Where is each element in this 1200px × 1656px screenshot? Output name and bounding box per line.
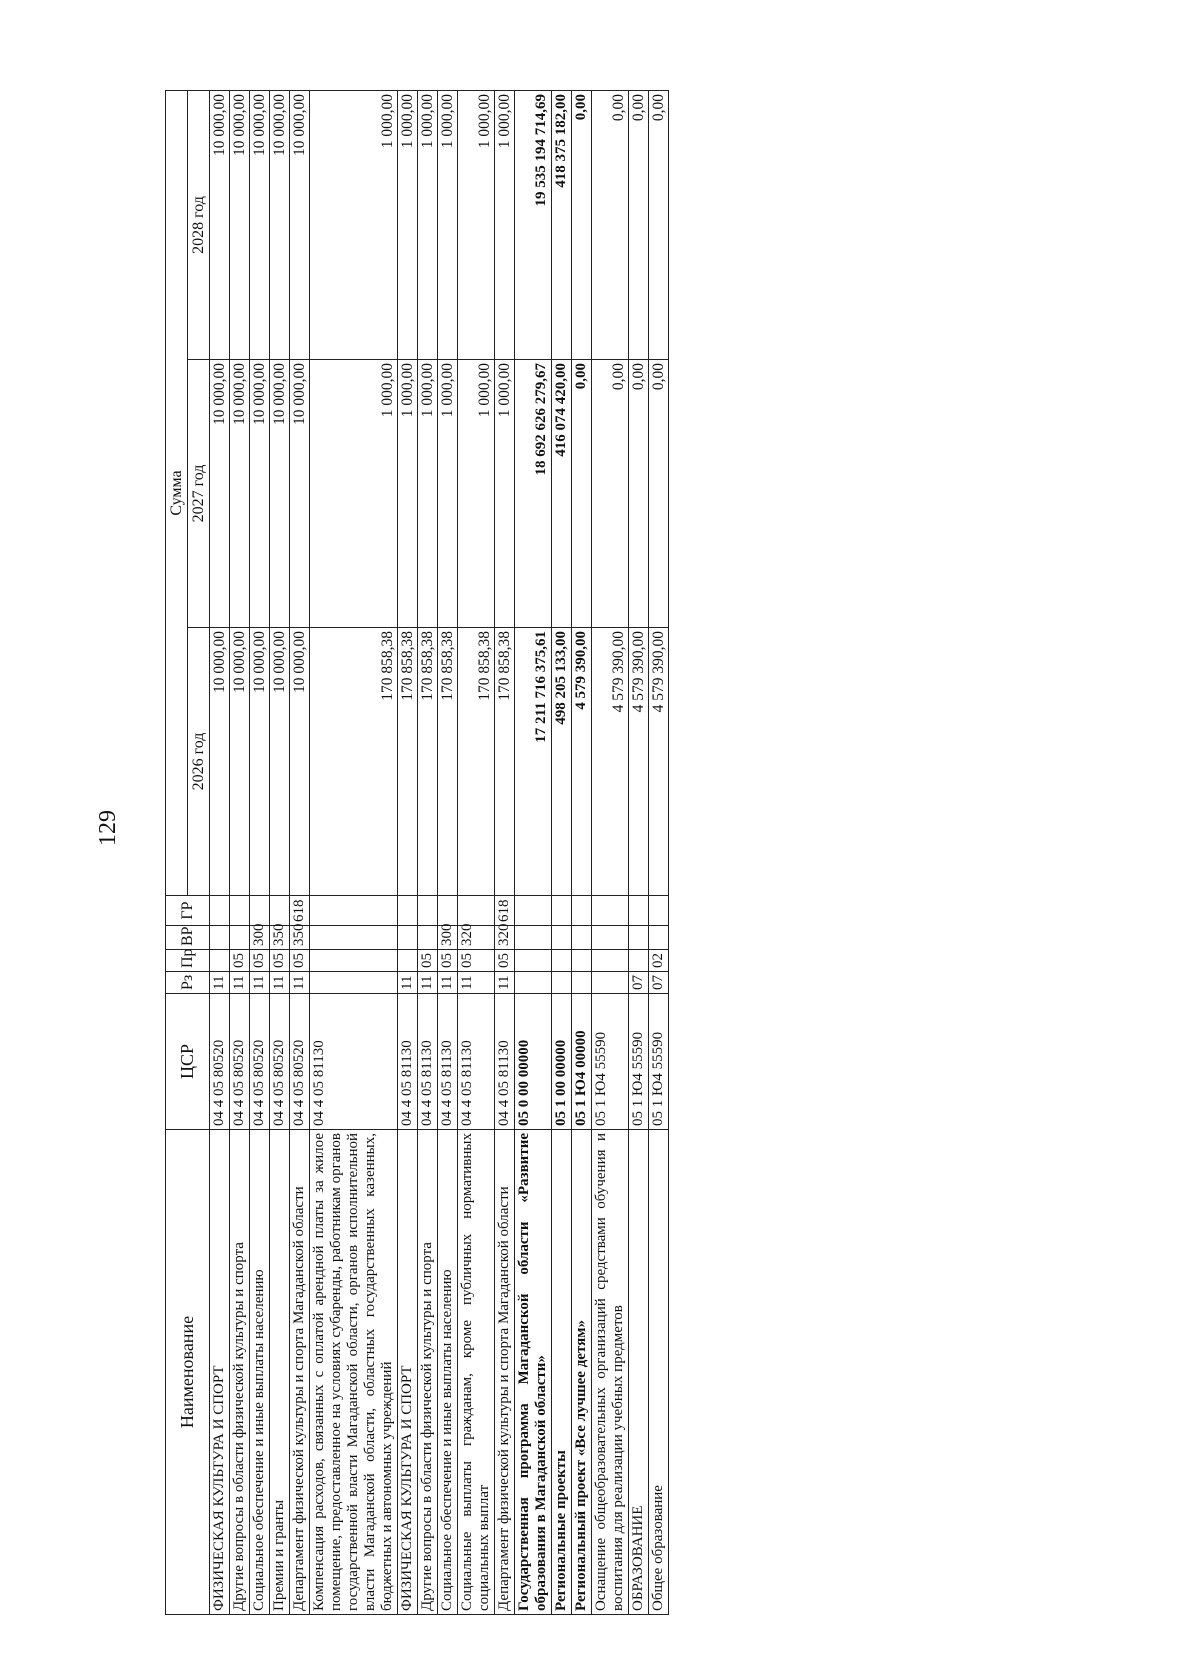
- row-vr: [629, 926, 649, 950]
- row-rz: 07: [629, 972, 649, 994]
- row-gr: [552, 896, 572, 926]
- row-sum-2028: 1 000,00: [495, 91, 515, 360]
- row-vr: 350: [270, 926, 290, 950]
- table-row: [649, 91, 669, 1615]
- row-vr: 300: [250, 926, 270, 950]
- row-rz: 11: [270, 972, 290, 994]
- row-rz: 11: [458, 972, 495, 994]
- row-csr: 05 1 Ю4 55590: [592, 994, 629, 1130]
- row-sum-2027: 1 000,00: [438, 360, 458, 628]
- table-row: [629, 91, 649, 1615]
- table-row: [270, 91, 290, 1615]
- row-sum-2026: 170 858,38: [495, 628, 515, 896]
- row-sum-2028: 10 000,00: [250, 91, 270, 360]
- row-vr: 320: [495, 926, 515, 950]
- row-vr: [552, 926, 572, 950]
- row-sum-2028: 19 535 194 714,69: [515, 91, 552, 360]
- row-csr: 04 4 05 81130: [418, 994, 438, 1130]
- row-csr: 05 1 Ю4 55590: [629, 994, 649, 1130]
- row-vr: [592, 926, 629, 950]
- row-vr: 350: [290, 926, 310, 950]
- row-sum-2026: 170 858,38: [398, 628, 418, 896]
- row-sum-2028: 1 000,00: [438, 91, 458, 360]
- row-csr: 04 4 05 81130: [458, 994, 495, 1130]
- table-row: [250, 91, 270, 1615]
- row-name: Другие вопросы в области физической культуры и спорта: [230, 1130, 250, 1615]
- row-sum-2027: 0,00: [592, 360, 629, 628]
- row-gr: [270, 896, 290, 926]
- row-sum-2026: 170 858,38: [458, 628, 495, 896]
- row-name: ФИЗИЧЕСКАЯ КУЛЬТУРА И СПОРТ: [398, 1130, 418, 1615]
- row-pr: [552, 950, 572, 972]
- row-rz: 11: [495, 972, 515, 994]
- table-row: [398, 91, 418, 1615]
- table-row: [210, 91, 230, 1615]
- row-sum-2027: 416 074 420,00: [552, 360, 572, 628]
- row-name: Департамент физической культуры и спорта Магаданской области: [495, 1130, 515, 1615]
- header-vr: ВР: [166, 926, 210, 950]
- row-pr: 02: [649, 950, 669, 972]
- row-pr: [572, 950, 592, 972]
- row-sum-2026: 10 000,00: [210, 628, 230, 896]
- row-sum-2027: 1 000,00: [458, 360, 495, 628]
- row-name: Общее образование: [649, 1130, 669, 1615]
- row-name: Социальные выплаты гражданам, кроме публичных нормативных социальных выплат: [458, 1130, 495, 1615]
- row-sum-2028: 0,00: [629, 91, 649, 360]
- row-pr: 05: [418, 950, 438, 972]
- row-sum-2027: 10 000,00: [210, 360, 230, 628]
- row-gr: [310, 896, 398, 926]
- row-gr: 618: [290, 896, 310, 926]
- table-row: [592, 91, 629, 1615]
- budget-table: [165, 90, 669, 1615]
- row-gr: [572, 896, 592, 926]
- row-csr: 04 4 05 81130: [398, 994, 418, 1130]
- row-gr: [210, 896, 230, 926]
- row-gr: [438, 896, 458, 926]
- row-rz: [310, 972, 398, 994]
- row-name: Социальное обеспечение и иные выплаты населению: [250, 1130, 270, 1615]
- row-pr: [629, 950, 649, 972]
- row-sum-2028: 10 000,00: [290, 91, 310, 360]
- row-pr: 05: [438, 950, 458, 972]
- row-name: Департамент физической культуры и спорта Магаданской области: [290, 1130, 310, 1615]
- row-pr: 05: [458, 950, 495, 972]
- header-rz: Рз: [166, 972, 210, 994]
- row-rz: 07: [649, 972, 669, 994]
- row-sum-2028: 10 000,00: [270, 91, 290, 360]
- row-sum-2027: 10 000,00: [290, 360, 310, 628]
- header-year-2027: 2027 год: [188, 360, 210, 628]
- row-sum-2027: 1 000,00: [418, 360, 438, 628]
- row-sum-2026: 4 579 390,00: [629, 628, 649, 896]
- row-sum-2027: 10 000,00: [230, 360, 250, 628]
- row-csr: 04 4 05 81130: [438, 994, 458, 1130]
- header-row: [166, 91, 188, 1615]
- row-vr: 320: [458, 926, 495, 950]
- row-gr: [418, 896, 438, 926]
- header-year-2028: 2028 год: [188, 91, 210, 360]
- row-rz: [592, 972, 629, 994]
- row-pr: 05: [290, 950, 310, 972]
- row-name: Социальное обеспечение и иные выплаты населению: [438, 1130, 458, 1615]
- row-sum-2026: 10 000,00: [230, 628, 250, 896]
- row-csr: 04 4 05 80520: [210, 994, 230, 1130]
- row-name: Государственная программа Магаданской области «Развитие образования в Магаданской области»: [515, 1130, 552, 1615]
- row-vr: [418, 926, 438, 950]
- table-row: [458, 91, 495, 1615]
- row-sum-2026: 10 000,00: [290, 628, 310, 896]
- row-pr: 05: [230, 950, 250, 972]
- header-pr: Пр: [166, 950, 210, 972]
- row-gr: [592, 896, 629, 926]
- header-year-2026: 2026 год: [188, 628, 210, 896]
- table-row: [438, 91, 458, 1615]
- table-row: [495, 91, 515, 1615]
- row-pr: [515, 950, 552, 972]
- row-vr: [398, 926, 418, 950]
- row-csr: 04 4 05 81130: [310, 994, 398, 1130]
- row-pr: [310, 950, 398, 972]
- row-name: ФИЗИЧЕСКАЯ КУЛЬТУРА И СПОРТ: [210, 1130, 230, 1615]
- row-gr: [458, 896, 495, 926]
- row-csr: 04 4 05 81130: [495, 994, 515, 1130]
- table-row: [310, 91, 398, 1615]
- row-gr: [515, 896, 552, 926]
- rotated-table-container: [165, 91, 879, 1615]
- row-sum-2028: 10 000,00: [210, 91, 230, 360]
- row-vr: [515, 926, 552, 950]
- row-sum-2027: 1 000,00: [310, 360, 398, 628]
- row-rz: 11: [210, 972, 230, 994]
- row-csr: 05 1 Ю4 00000: [572, 994, 592, 1130]
- row-pr: [592, 950, 629, 972]
- row-pr: 05: [250, 950, 270, 972]
- table-row: [290, 91, 310, 1615]
- table-row: [572, 91, 592, 1615]
- row-csr: 05 0 00 00000: [515, 994, 552, 1130]
- row-csr: 05 1 Ю4 55590: [649, 994, 669, 1130]
- row-pr: 05: [270, 950, 290, 972]
- row-name: Компенсация расходов, связанных с оплатой арендной платы за жилое помещение, предоставленное на условиях субаренды, работникам органов государственной власти Магаданской области, органов исполнительной власти Магаданской области, областных государственных казенных, бюджетных и автономных учреждений: [310, 1130, 398, 1615]
- row-rz: 11: [438, 972, 458, 994]
- row-sum-2027: 0,00: [572, 360, 592, 628]
- row-csr: 04 4 05 80520: [270, 994, 290, 1130]
- header-csr: ЦСР: [166, 994, 210, 1130]
- header-name: Наименование: [166, 1130, 210, 1615]
- row-name: ОБРАЗОВАНИЕ: [629, 1130, 649, 1615]
- row-rz: 11: [290, 972, 310, 994]
- row-sum-2028: 0,00: [572, 91, 592, 360]
- row-rz: [515, 972, 552, 994]
- header-gr: ГР: [166, 896, 210, 926]
- row-sum-2027: 0,00: [629, 360, 649, 628]
- row-sum-2026: 4 579 390,00: [592, 628, 629, 896]
- row-sum-2028: 1 000,00: [458, 91, 495, 360]
- row-sum-2027: 10 000,00: [270, 360, 290, 628]
- row-sum-2028: 1 000,00: [418, 91, 438, 360]
- row-vr: [572, 926, 592, 950]
- row-sum-2026: 10 000,00: [250, 628, 270, 896]
- row-sum-2026: 498 205 133,00: [552, 628, 572, 896]
- row-name: Другие вопросы в области физической культуры и спорта: [418, 1130, 438, 1615]
- row-sum-2028: 10 000,00: [230, 91, 250, 360]
- row-rz: [552, 972, 572, 994]
- table-row: [230, 91, 250, 1615]
- row-rz: [572, 972, 592, 994]
- row-vr: [310, 926, 398, 950]
- row-sum-2026: 170 858,38: [418, 628, 438, 896]
- row-pr: [210, 950, 230, 972]
- row-sum-2027: 18 692 626 279,67: [515, 360, 552, 628]
- row-vr: [210, 926, 230, 950]
- row-sum-2028: 1 000,00: [398, 91, 418, 360]
- row-sum-2028: 418 375 182,00: [552, 91, 572, 360]
- row-gr: [250, 896, 270, 926]
- row-csr: 04 4 05 80520: [250, 994, 270, 1130]
- row-rz: 11: [398, 972, 418, 994]
- row-gr: [398, 896, 418, 926]
- row-rz: 11: [230, 972, 250, 994]
- row-gr: [629, 896, 649, 926]
- row-sum-2026: 17 211 716 375,61: [515, 628, 552, 896]
- table-row: [515, 91, 552, 1615]
- row-name: Оснащение общеобразовательных организаций средствами обучения и воспитания для реализации учебных предметов: [592, 1130, 629, 1615]
- row-rz: 11: [418, 972, 438, 994]
- row-pr: 05: [495, 950, 515, 972]
- header-sum: Сумма: [166, 91, 188, 896]
- row-csr: 04 4 05 80520: [290, 994, 310, 1130]
- row-pr: [398, 950, 418, 972]
- row-sum-2028: 1 000,00: [310, 91, 398, 360]
- row-vr: [649, 926, 669, 950]
- row-sum-2027: 0,00: [649, 360, 669, 628]
- row-sum-2027: 10 000,00: [250, 360, 270, 628]
- table-body: [210, 91, 669, 1615]
- row-gr: [230, 896, 250, 926]
- row-sum-2026: 170 858,38: [438, 628, 458, 896]
- row-sum-2026: 10 000,00: [270, 628, 290, 896]
- row-vr: [230, 926, 250, 950]
- page-number: 129: [95, 810, 121, 846]
- row-gr: 618: [495, 896, 515, 926]
- row-sum-2026: 170 858,38: [310, 628, 398, 896]
- row-sum-2027: 1 000,00: [495, 360, 515, 628]
- row-gr: [649, 896, 669, 926]
- row-sum-2026: 4 579 390,00: [649, 628, 669, 896]
- row-csr: 04 4 05 80520: [230, 994, 250, 1130]
- table-row: [552, 91, 572, 1615]
- row-sum-2027: 1 000,00: [398, 360, 418, 628]
- row-sum-2026: 4 579 390,00: [572, 628, 592, 896]
- row-csr: 05 1 00 00000: [552, 994, 572, 1130]
- row-name: Премии и гранты: [270, 1130, 290, 1615]
- row-vr: 300: [438, 926, 458, 950]
- row-name: Региональные проекты: [552, 1130, 572, 1615]
- row-name: Региональный проект «Все лучшее детям»: [572, 1130, 592, 1615]
- row-rz: 11: [250, 972, 270, 994]
- table-row: [418, 91, 438, 1615]
- row-sum-2028: 0,00: [649, 91, 669, 360]
- row-sum-2028: 0,00: [592, 91, 629, 360]
